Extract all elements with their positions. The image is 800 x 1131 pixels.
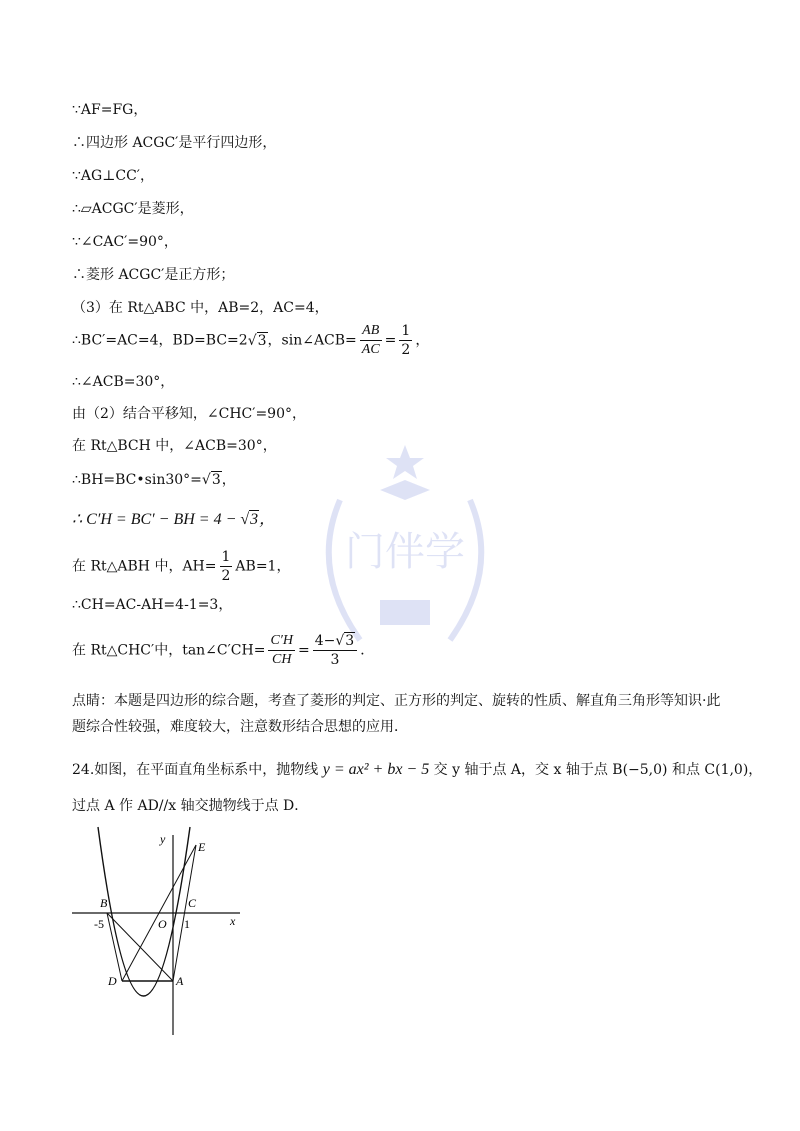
numerator-part: 4− [314, 633, 336, 649]
sqrt-3: √3 [247, 332, 267, 349]
fraction-half [220, 548, 233, 585]
radicand: 3 [257, 332, 267, 349]
line13-text-c: ， [259, 511, 276, 528]
line16-text-a: 在 Rt△CHC′中，tan∠C′CH= [72, 642, 266, 659]
label-minus5: -5 [94, 917, 104, 931]
numerator: 1 [221, 549, 231, 565]
label-x: x [230, 914, 236, 928]
sqrt-3: √3 [335, 633, 355, 649]
radicand: 3 [345, 633, 355, 649]
q24-text-b: 交 y 轴于点 A，交 x 轴于点 B(−5,0) 和点 C(1,0)， [429, 762, 763, 778]
label-y: y [160, 832, 166, 846]
label-e: E [198, 840, 206, 854]
proof-line-7: （3）在 Rt△ABC 中，AB=2，AC=4， [72, 300, 329, 316]
denominator: 3 [330, 652, 340, 668]
proof-line-6: ∴菱形 ACGC′是正方形； [72, 267, 235, 283]
comment-paragraph: 点睛：本题是四边形的综合题，考查了菱形的判定、正方形的判定、旋转的性质、解直角三角形等知识·此题综合性较强，难度较大，注意数形结合思想的应用． [72, 693, 721, 735]
label-1: 1 [184, 917, 190, 931]
label-o: O [158, 917, 167, 931]
radicand: 3 [211, 472, 221, 488]
q24-text-a: 24.如图，在平面直角坐标系中，抛物线 [72, 762, 323, 778]
label-d: D [108, 974, 117, 988]
watermark-text: 门伴学 [345, 529, 465, 575]
line16-text-c: ． [360, 642, 375, 659]
proof-line-2: ∴四边形 ACGC′是平行四边形， [72, 135, 277, 151]
proof-line-4: ∴▱ACGC′是菱形， [72, 201, 194, 217]
proof-line-8 [72, 322, 429, 359]
segment-bd [107, 913, 122, 981]
proof-line-15: ∴CH=AC-AH=4-1=3， [72, 597, 233, 613]
proof-line-14 [72, 548, 290, 585]
equals: = [297, 642, 310, 659]
line8-text-c: ，sin∠ACB= [267, 332, 357, 349]
numerator: C′H [268, 632, 295, 651]
label-c: C [188, 896, 197, 910]
question-24-line-2: 过点 A 作 AD//x 轴交抛物线于点 D． [72, 798, 309, 814]
line12-text-a: ∴BH=BC•sin30°= [72, 472, 202, 488]
numerator: AB [360, 322, 382, 341]
q24-equation: y = ax² + bx − 5 [322, 761, 430, 778]
label-a: A [176, 974, 184, 988]
line13-text-a: ∴ C′H = BC′ − BH = 4 − [72, 511, 241, 528]
fraction-half [399, 322, 412, 359]
parabola [98, 827, 190, 996]
sqrt-3: √3 [201, 472, 221, 488]
radicand: 3 [250, 511, 259, 528]
proof-line-12 [72, 470, 236, 490]
numerator [313, 632, 357, 651]
line8-text-e: ， [415, 332, 430, 349]
proof-line-10: 由（2）结合平移知，∠CHC′=90°， [72, 406, 306, 422]
denominator: 2 [401, 342, 411, 358]
proof-line-16 [72, 632, 374, 669]
denominator: AC [361, 342, 380, 357]
line12-text-c: ， [221, 472, 236, 488]
proof-line-3: ∵AG⊥CC′， [72, 168, 154, 184]
denominator: 2 [221, 568, 231, 584]
line14-text-b: AB=1， [235, 558, 291, 575]
proof-line-5: ∵∠CAC′=90°， [72, 234, 178, 250]
numerator: 1 [401, 323, 411, 339]
fraction-ch [268, 632, 295, 669]
sqrt-3: √3 [240, 511, 259, 528]
denominator: CH [272, 652, 292, 667]
line8-text-a: ∴BC′=AC=4，BD=BC=2 [72, 332, 248, 349]
fraction-result [313, 632, 357, 669]
proof-line-13 [72, 510, 275, 530]
proof-line-1: ∵AF=FG， [72, 102, 148, 118]
coordinate-figure [70, 825, 260, 1040]
proof-line-9: ∴∠ACB=30°， [72, 374, 175, 390]
proof-line-11: 在 Rt△BCH 中，∠ACB=30°， [72, 438, 277, 454]
line14-text-a: 在 Rt△ABH 中，AH= [72, 558, 217, 575]
equals: = [384, 332, 397, 349]
fraction-ab-ac [360, 322, 382, 359]
label-b: B [100, 896, 108, 910]
question-24-line-1 [72, 760, 762, 780]
